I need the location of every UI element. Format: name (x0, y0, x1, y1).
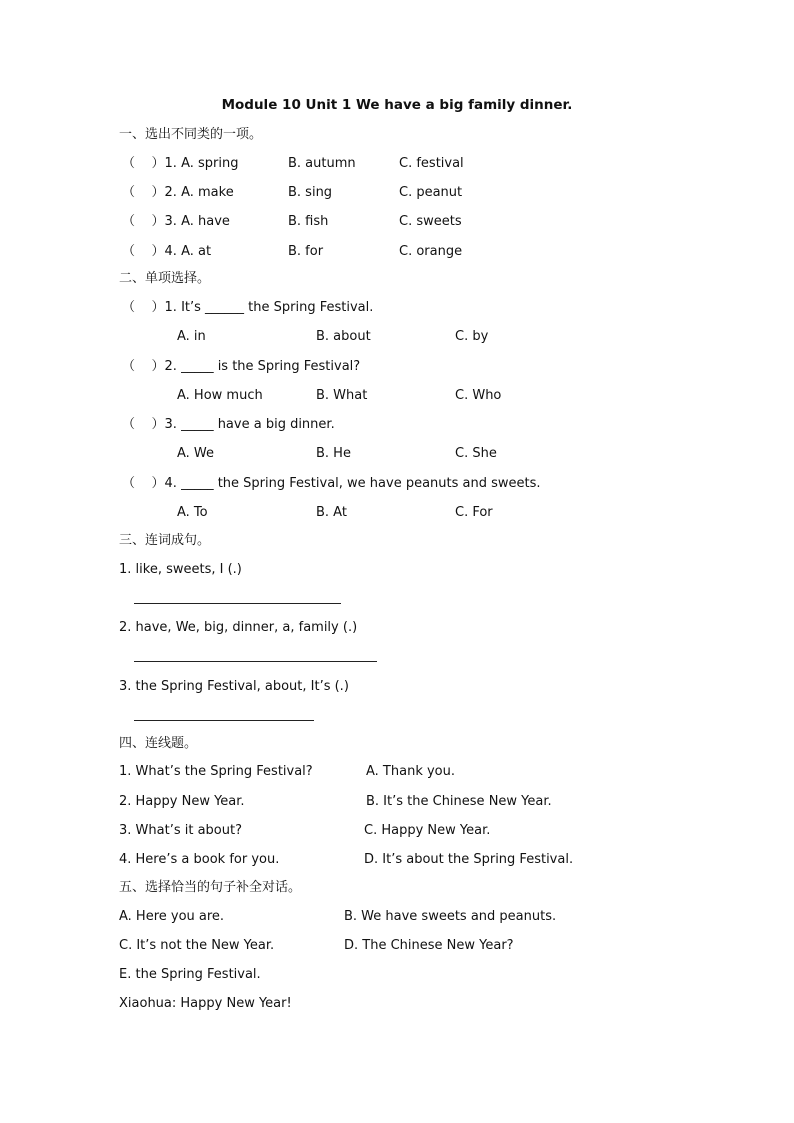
s4-right-d: D. It’s about the Spring Festival. (364, 852, 574, 867)
s5-option-b: B. We have sweets and peanuts. (344, 909, 557, 924)
s1-q2-c: C. peanut (399, 185, 463, 200)
s2-q1-a: A. in (177, 329, 206, 344)
s2-q3-c: C. She (455, 446, 497, 461)
section4-heading: 四、连线题。 (119, 736, 198, 751)
s3-q2: 2. have, We, big, dinner, a, family (.) (119, 620, 358, 635)
s2-q3-b: B. He (316, 446, 351, 461)
section3-heading: 三、连词成句。 (119, 533, 211, 548)
answer-line-2[interactable] (134, 661, 377, 662)
s1-q4-b: B. for (288, 244, 324, 259)
page-title: Module 10 Unit 1 We have a big family dinner. (221, 97, 573, 113)
s2-q1-c: C. by (455, 329, 489, 344)
s1-q1-c: C. festival (399, 156, 464, 171)
s4-right-b: B. It’s the Chinese New Year. (366, 794, 552, 809)
section2-heading: 二、单项选择。 (119, 271, 211, 286)
s2-q1: （ ）1. It’s ______ the Spring Festival. (122, 300, 374, 315)
s5-option-c: C. It’s not the New Year. (119, 938, 275, 953)
s2-q4-a: A. To (177, 505, 208, 520)
s5-option-d: D. The Chinese New Year? (344, 938, 514, 953)
s1-q4-a: （ ）4. A. at (122, 244, 212, 259)
s4-right-c: C. Happy New Year. (364, 823, 491, 838)
answer-line-3[interactable] (134, 720, 314, 721)
s2-q2-a: A. How much (177, 388, 263, 403)
s2-q3: （ ）3. _____ have a big dinner. (122, 417, 335, 432)
s1-q2-b: B. sing (288, 185, 333, 200)
section5-heading: 五、选择恰当的句子补全对话。 (119, 880, 302, 895)
s5-dialogue-line: Xiaohua: Happy New Year! (119, 996, 292, 1011)
s1-q3-c: C. sweets (399, 214, 462, 229)
s1-q3-b: B. fish (288, 214, 329, 229)
s4-left-4: 4. Here’s a book for you. (119, 852, 280, 867)
s4-left-2: 2. Happy New Year. (119, 794, 245, 809)
s5-option-a: A. Here you are. (119, 909, 225, 924)
section1-heading: 一、选出不同类的一项。 (119, 127, 263, 142)
s1-q1-b: B. autumn (288, 156, 356, 171)
s2-q3-a: A. We (177, 446, 215, 461)
s1-q3-a: （ ）3. A. have (122, 214, 230, 229)
s3-q1: 1. like, sweets, I (.) (119, 562, 242, 577)
s2-q4: （ ）4. _____ the Spring Festival, we have peanuts and sweets. (122, 476, 541, 491)
s2-q2-b: B. What (316, 388, 368, 403)
s4-right-a: A. Thank you. (366, 764, 455, 779)
s1-q2-a: （ ）2. A. make (122, 185, 234, 200)
s2-q2: （ ）2. _____ is the Spring Festival? (122, 359, 361, 374)
answer-line-1[interactable] (134, 603, 341, 604)
s2-q4-b: B. At (316, 505, 347, 520)
s4-left-1: 1. What’s the Spring Festival? (119, 764, 313, 779)
s1-q4-c: C. orange (399, 244, 463, 259)
s3-q3: 3. the Spring Festival, about, It’s (.) (119, 679, 349, 694)
s1-q1-a: （ ）1. A. spring (122, 156, 239, 171)
s2-q2-c: C. Who (455, 388, 502, 403)
s2-q1-b: B. about (316, 329, 371, 344)
s5-option-e: E. the Spring Festival. (119, 967, 261, 982)
s4-left-3: 3. What’s it about? (119, 823, 242, 838)
s2-q4-c: C. For (455, 505, 493, 520)
